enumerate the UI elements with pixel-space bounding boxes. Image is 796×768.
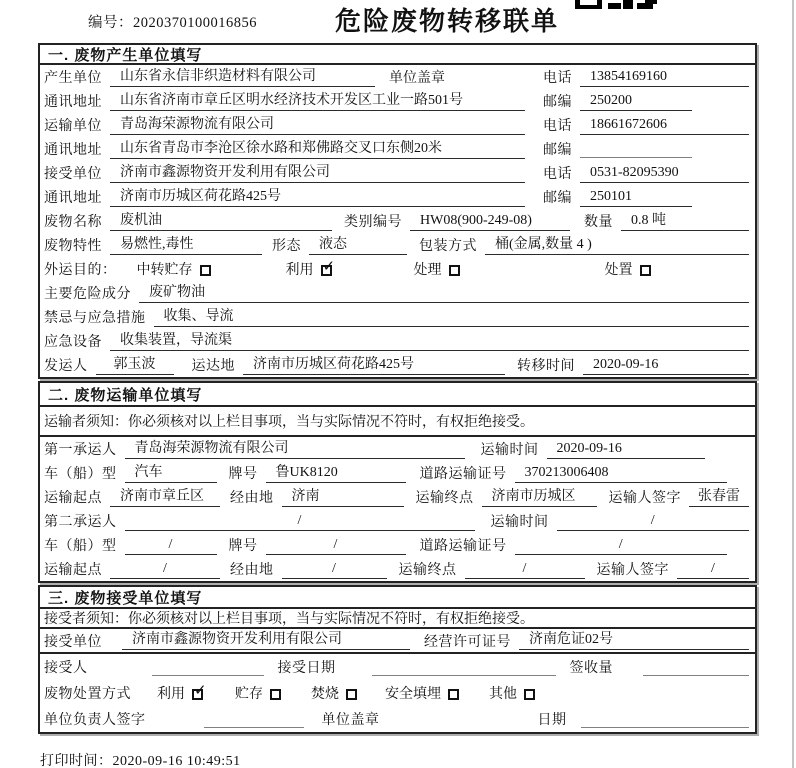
receiver-unit-value: 济南市鑫源物资开发利用有限公司	[110, 164, 525, 183]
transporter-address-value: 山东省青岛市李沧区徐水路和郑佛路交叉口东侧20米	[110, 140, 525, 159]
responsible-sign-label: 单位负责人签字	[44, 713, 146, 728]
hazard-value: 废矿物油	[139, 284, 749, 303]
row-vehicle-2	[40, 533, 755, 557]
road-permit-2-value: /	[515, 536, 728, 555]
row-vehicle-1	[40, 461, 755, 485]
checkbox-unchecked-icon	[346, 689, 357, 700]
section-receiver-heading: 三. 废物接受单位填写	[40, 587, 755, 609]
section-transporter-heading: 二. 废物运输单位填写	[40, 383, 755, 407]
row-route-1	[40, 485, 755, 509]
checkbox-unchecked-icon	[448, 689, 459, 700]
road-permit-label: 道路运输证号	[419, 539, 507, 554]
purpose-option-treat: 处理	[414, 259, 460, 279]
route-end-2-value: /	[465, 560, 585, 579]
receiver-zip-value: 250101	[580, 188, 692, 207]
row-waste-name	[40, 209, 755, 233]
producer-address-value: 山东省济南市章丘区明水经济技术开发区工业一路501号	[110, 92, 525, 111]
row-shipper	[40, 353, 755, 377]
hazard-label: 主要危险成分	[44, 287, 131, 302]
vehicle-type-2-value: /	[125, 536, 217, 555]
manifest-form	[38, 43, 757, 736]
first-carrier-value: 青岛海荣源物流有限公司	[125, 440, 465, 459]
producer-phone-value: 13854169160	[580, 68, 749, 87]
address-label: 通讯地址	[44, 95, 102, 110]
document-number	[88, 11, 257, 32]
row-acceptor	[40, 654, 755, 680]
quantity-label: 数量	[584, 215, 613, 230]
section-producer-heading: 一. 废物产生单位填写	[40, 45, 755, 65]
vehicle-type-label: 车（船）型	[44, 539, 117, 554]
producer-unit-value: 山东省永信非织造材料有限公司	[110, 68, 375, 87]
route-via-label: 经由地	[230, 563, 274, 578]
receiver-phone-value: 0531-82095390	[580, 164, 749, 183]
vehicle-type-label: 车（船）型	[44, 467, 117, 482]
route-end-label: 运输终点	[415, 491, 474, 506]
row-receiver-address	[40, 185, 755, 209]
equipment-value: 收集装置，导流渠	[110, 332, 749, 351]
received-qty-value	[643, 658, 749, 676]
waste-name-label: 废物名称	[44, 215, 102, 230]
received-qty-label: 签收量	[569, 661, 613, 676]
date-label: 日期	[537, 713, 567, 728]
receiver-address-value: 济南市历城区荷花路425号	[110, 188, 525, 207]
row-transporter-unit	[40, 113, 755, 137]
row-responsible-sign	[40, 706, 755, 732]
zip-label: 邮编	[543, 95, 572, 110]
row-accepting-unit	[40, 629, 755, 654]
phone-label: 电话	[543, 119, 572, 134]
checkbox-unchecked-icon	[524, 689, 535, 700]
plate-value: 鲁UK8120	[266, 464, 406, 483]
acceptor-label: 接受人	[44, 661, 88, 676]
address-label: 通讯地址	[44, 191, 102, 206]
unit-seal-label: 单位盖章	[321, 713, 380, 728]
phone-label: 电话	[543, 71, 572, 86]
checkbox-unchecked-icon	[449, 265, 460, 276]
document-number-label: 编号：	[88, 15, 133, 31]
row-transfer-purpose	[40, 257, 755, 281]
waste-property-value: 易燃性,毒性	[110, 236, 262, 255]
row-transporter-address	[40, 137, 755, 161]
acceptor-value	[152, 658, 264, 676]
disposal-option-incinerate: 焚烧	[311, 683, 357, 703]
transport-time-label: 运输时间	[480, 443, 539, 458]
license-label: 经营许可证号	[424, 634, 511, 650]
shipper-value: 郭玉波	[96, 356, 174, 375]
row-second-carrier	[40, 509, 755, 533]
section-transporter	[38, 381, 757, 583]
receiver-unit-label: 接受单位	[44, 167, 102, 182]
carrier-sign-2-value: /	[677, 560, 749, 579]
transporter-phone-value: 18661672606	[580, 116, 749, 135]
checkbox-unchecked-icon	[200, 265, 211, 276]
print-time	[40, 750, 241, 768]
producer-unit-label: 产生单位	[44, 71, 102, 86]
page-edge-line	[792, 0, 794, 768]
purpose-label: 外运目的：	[44, 263, 117, 278]
route-via-2-value: /	[282, 560, 387, 579]
disposal-option-utilize: 利用 ✓	[157, 680, 207, 702]
route-via-value: 济南	[282, 488, 404, 507]
purpose-option-utilize: 利用 ✓	[285, 256, 336, 278]
vehicle-type-value: 汽车	[125, 464, 217, 483]
disposal-option-other: 其他	[489, 683, 535, 703]
disposal-option-store: 贮存	[235, 683, 281, 703]
producer-zip-value: 250200	[580, 92, 692, 111]
emergency-label: 禁忌与应急措施	[44, 311, 146, 326]
qr-code-fragment	[575, 0, 665, 9]
checkbox-unchecked-icon	[640, 265, 651, 276]
route-via-label: 经由地	[230, 491, 274, 506]
disposal-option-landfill: 安全填埋	[385, 683, 459, 703]
transport-time-value: 2020-09-16	[547, 440, 705, 459]
purpose-option-storage: 中转贮存	[137, 259, 211, 279]
road-permit-value: 370213006408	[515, 464, 728, 483]
route-end-label: 运输终点	[398, 563, 457, 578]
zip-label: 邮编	[543, 143, 572, 158]
license-value: 济南危证02号	[519, 631, 749, 650]
transporter-unit-value: 青岛海荣源物流有限公司	[110, 116, 525, 135]
second-carrier-value: /	[125, 512, 475, 531]
checkbox-checked-icon: ✓	[322, 256, 336, 275]
route-start-label: 运输起点	[44, 491, 102, 506]
responsible-sign-value	[204, 710, 304, 728]
row-emergency-equipment	[40, 329, 755, 353]
category-code-value: HW08(900-249-08)	[410, 212, 570, 231]
waste-property-label: 废物特性	[44, 239, 102, 254]
transfer-time-value: 2020-09-16	[583, 356, 749, 375]
row-producer-unit	[40, 65, 755, 89]
zip-label: 邮编	[543, 191, 572, 206]
row-waste-properties	[40, 233, 755, 257]
phone-label: 电话	[543, 167, 572, 182]
disposal-method-label: 废物处置方式	[44, 687, 131, 702]
accept-date-label: 接受日期	[277, 661, 336, 676]
road-permit-label: 道路运输证号	[419, 467, 507, 482]
date-value	[581, 710, 750, 728]
plate-label: 牌号	[228, 539, 258, 554]
carrier-sign-label: 运输人签字	[596, 563, 669, 578]
destination-value: 济南市历城区荷花路425号	[243, 356, 505, 375]
waste-name-value: 废机油	[110, 212, 332, 231]
accepting-unit-value: 济南市鑫源物资开发利用有限公司	[122, 631, 410, 650]
route-start-label: 运输起点	[44, 563, 102, 578]
packaging-label: 包装方式	[419, 239, 477, 254]
form-label: 形态	[272, 239, 301, 254]
purpose-option-dispose: 处置	[605, 259, 651, 279]
plate-label: 牌号	[228, 467, 258, 482]
transport-time-label: 运输时间	[490, 515, 549, 530]
section-receiver	[38, 585, 757, 734]
emergency-value: 收集、导流	[154, 308, 750, 327]
checkbox-checked-icon: ✓	[194, 680, 207, 699]
shipper-label: 发运人	[44, 359, 88, 374]
print-time-value: 2020-09-16 10:49:51	[112, 754, 241, 768]
row-producer-address	[40, 89, 755, 113]
equipment-label: 应急设备	[44, 335, 102, 350]
accepting-unit-label: 接受单位	[44, 634, 102, 650]
route-start-value: 济南市章丘区	[110, 488, 220, 507]
transporter-zip-value	[580, 140, 692, 158]
second-carrier-label: 第二承运人	[44, 515, 117, 530]
quantity-value: 0.8 吨	[621, 212, 749, 231]
first-carrier-label: 第一承运人	[44, 443, 117, 458]
page-title: 危险废物转移联单	[335, 7, 560, 36]
transporter-unit-label: 运输单位	[44, 119, 102, 134]
address-label: 通讯地址	[44, 143, 102, 158]
row-route-2	[40, 557, 755, 581]
transport-time-2-value: /	[557, 512, 750, 531]
route-end-value: 济南市历城区	[482, 488, 597, 507]
plate-2-value: /	[266, 536, 406, 555]
row-first-carrier	[40, 437, 755, 461]
unit-seal-label: 单位盖章	[389, 71, 445, 86]
destination-label: 运达地	[191, 359, 235, 374]
document-number-value: 2020370100016856	[133, 15, 257, 31]
carrier-sign-label: 运输人签字	[608, 491, 681, 506]
route-start-2-value: /	[110, 560, 220, 579]
row-hazard-component	[40, 281, 755, 305]
section-producer	[38, 43, 757, 379]
receiver-notice: 接受者须知：你必须核对以上栏目事项，当与实际情况不符时，有权拒绝接受。	[40, 609, 755, 629]
accept-date-value	[372, 658, 556, 676]
row-disposal-method	[40, 680, 755, 706]
transfer-time-label: 转移时间	[517, 359, 575, 374]
print-time-label: 打印时间：	[40, 754, 113, 768]
carrier-sign-value: 张春雷	[689, 488, 749, 507]
packaging-value: 桶(金属,数量 4 )	[485, 236, 749, 255]
row-receiver-unit	[40, 161, 755, 185]
row-emergency-measures	[40, 305, 755, 329]
form-value: 液态	[309, 236, 407, 255]
transporter-notice: 运输者须知：你必须核对以上栏目事项，当与实际情况不符时，有权拒绝接受。	[40, 407, 755, 437]
category-code-label: 类别编号	[344, 215, 402, 230]
checkbox-unchecked-icon	[270, 689, 281, 700]
